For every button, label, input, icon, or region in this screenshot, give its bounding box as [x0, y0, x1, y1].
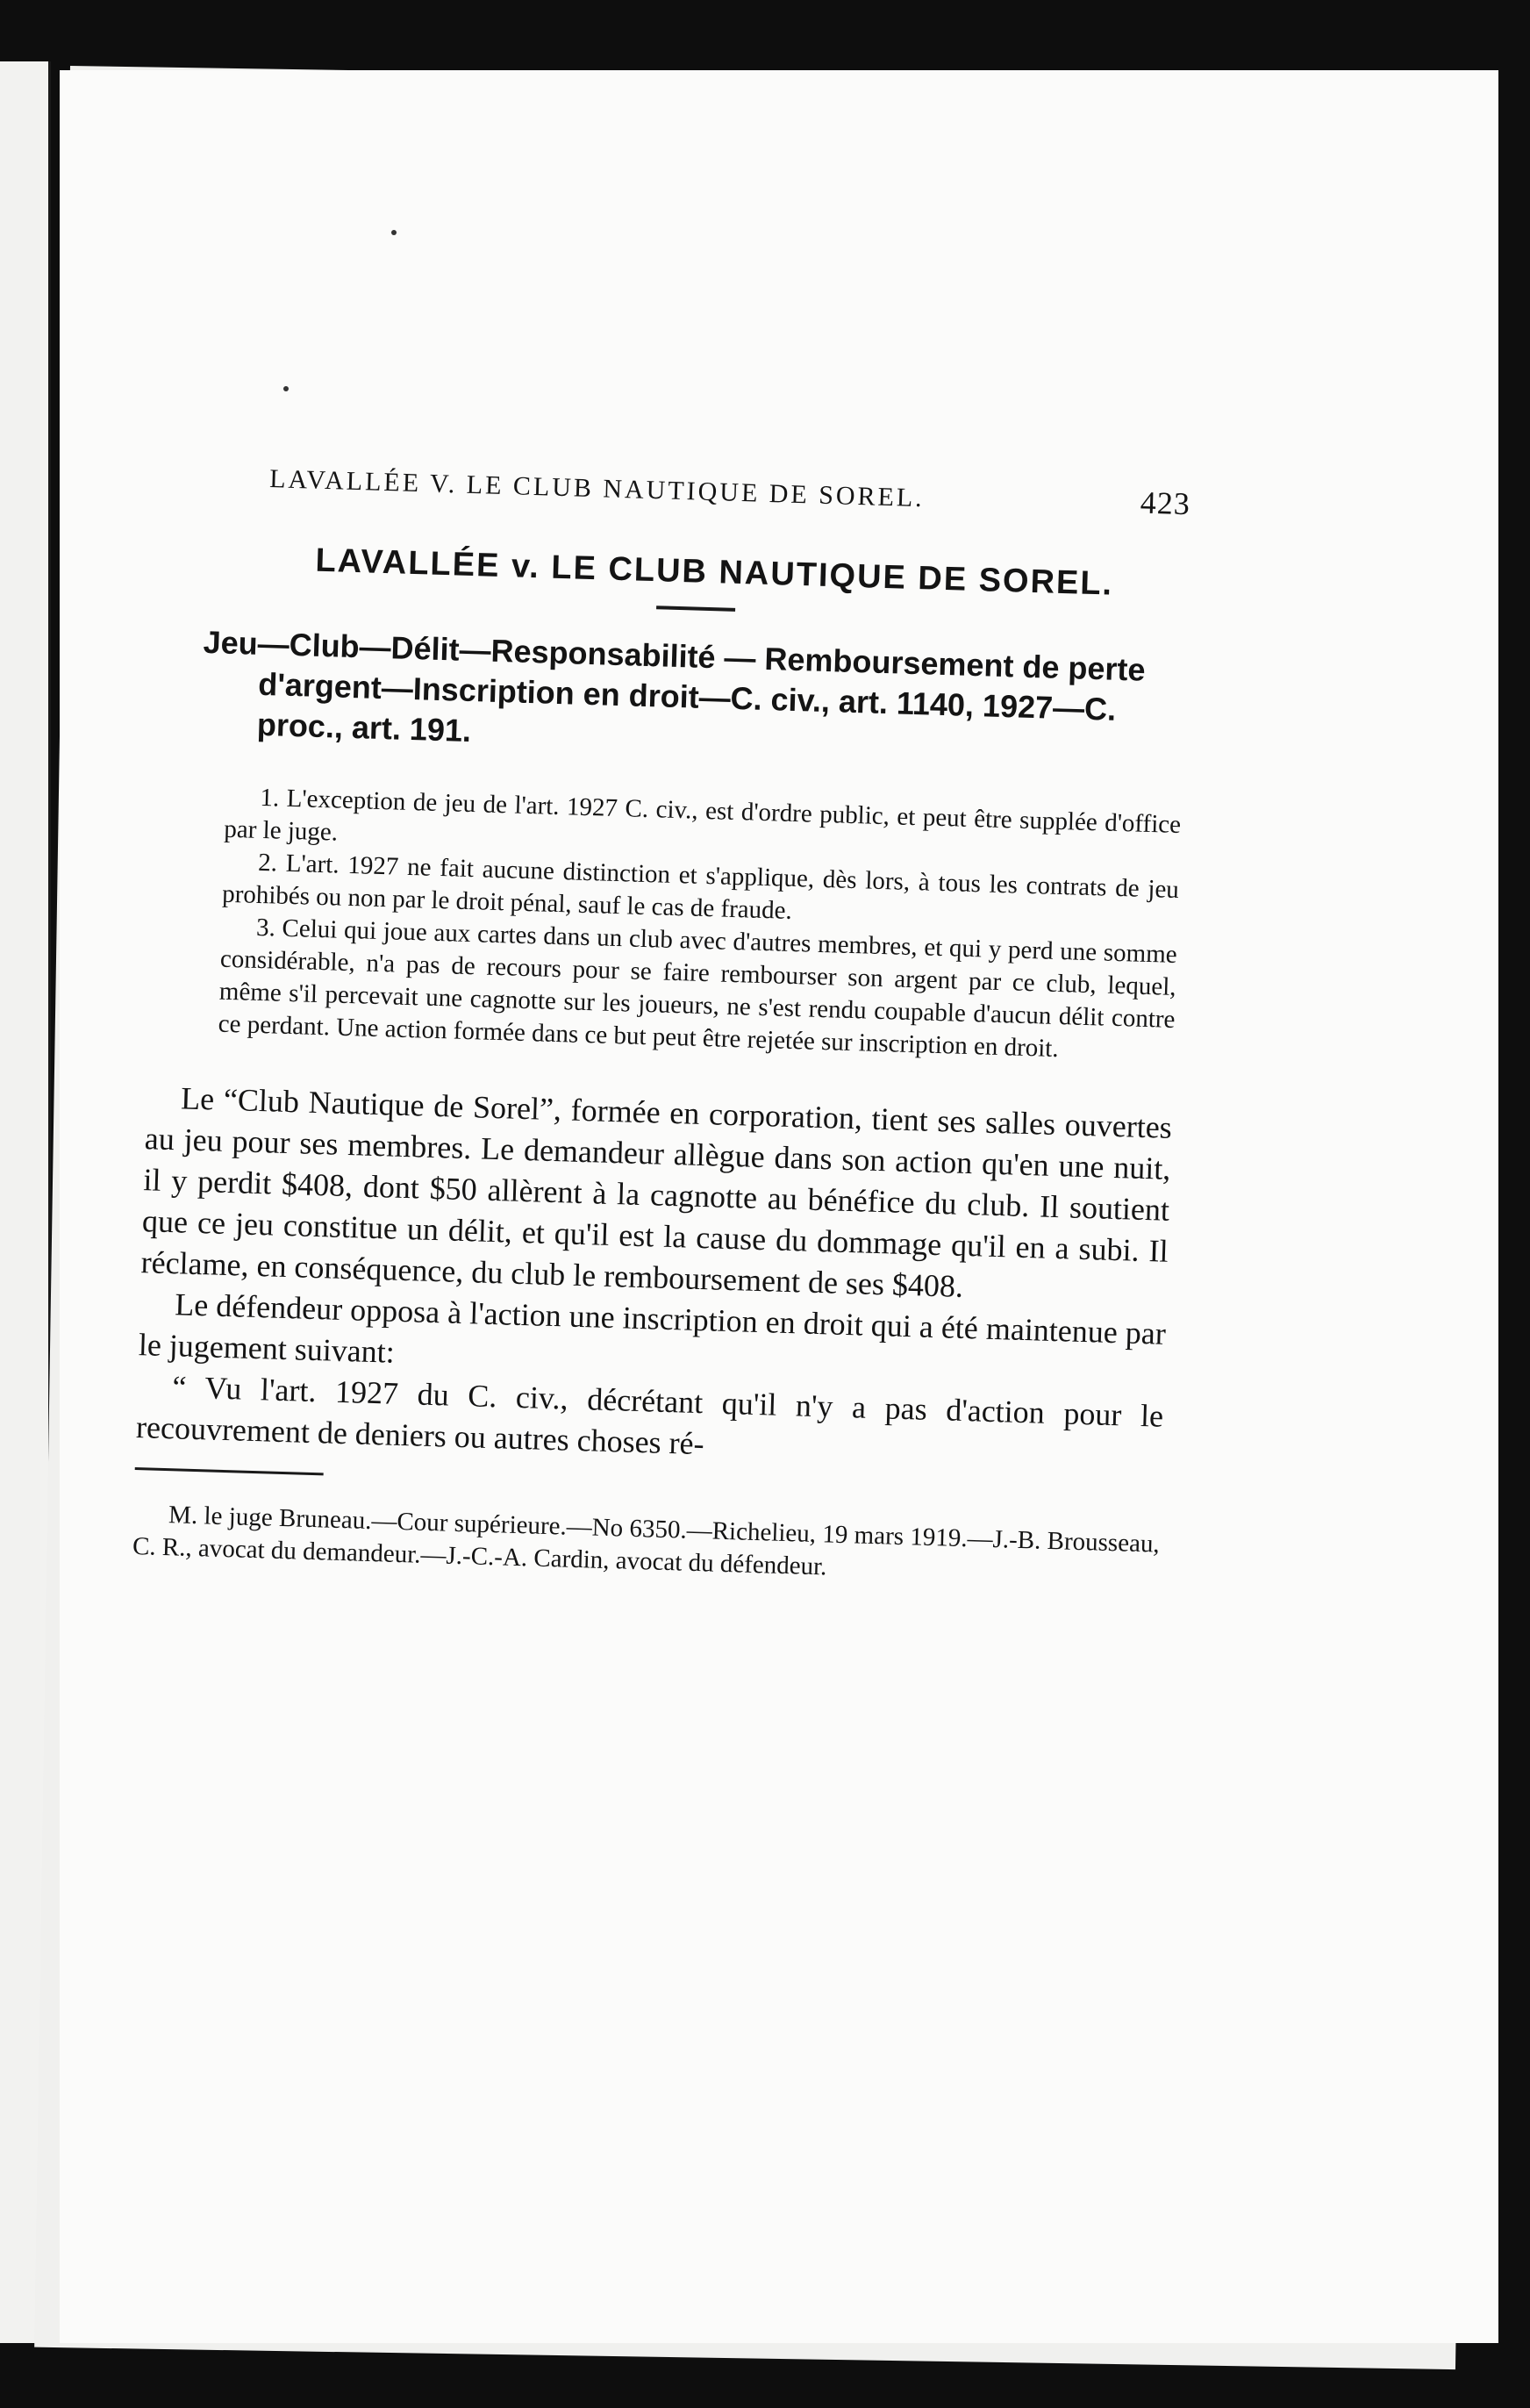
body-paragraph: Le “Club Nautique de Sorel”, formée en corporation, tient ses salles ouvertes au jeu pour ses membres. Le demandeur allègue dans son action qu'en une nuit, il y perdit $408, dont $50 allèrent à la cagnotte au bénéfice du club. Il soutient que ce jeu constitue un délit, et qu'il est la cause du dommage qu'il en a subi. Il réclame, en conséquence, du club le remboursement de ses $408. [140, 1080, 1173, 1304]
summary-point: 2. L'art. 1927 ne fait aucune distinction et s'applique, dès lors, à tous les contrats de jeu prohibés ou non par le droit pénal, sauf le cas de fraude. [221, 848, 1180, 925]
case-title: LAVALLÉE v. LE CLUB NAUTIQUE DE SOREL. [314, 541, 1114, 603]
summary-point: 1. L'exception de jeu de l'art. 1927 C. civ., est d'ordre public, et peut être supplée d'office par le juge. [223, 783, 1182, 847]
running-head-title: LAVALLÉE V. LE CLUB NAUTIQUE DE SOREL. [268, 464, 926, 513]
page-number: 423 [1140, 484, 1191, 522]
headnote: Jeu—Club—Délit—Responsabilité — Remboursement de perte d'argent—Inscription en droit—C. civ., art. 1140, 1927—C. proc., art. 191. [203, 623, 1147, 749]
summary-point: 3. Celui qui joue aux cartes dans un club avec d'autres membres, et qui y perd une somme considérable, n'a pas de recours pour se faire rembourser son argent par ce club, lequel, même s'il percevait une cagnotte sur les joueurs, ne s'est rendu coupable d'aucun délit contre ce perdant. Une action formée dans ce but peut être rejetée sur inscription en droit. [218, 913, 1178, 1064]
body-paragraph: “ Vu l'art. 1927 du C. civ., décrétant qu'il n'y a pas d'action pour le recouvrement de deniers ou autres choses ré- [135, 1369, 1164, 1462]
body-text [135, 1077, 1172, 1479]
speck-mark [283, 386, 289, 391]
page-content [132, 456, 1191, 1594]
footnote-rule [135, 1467, 324, 1475]
book-page [60, 70, 1498, 2343]
title-rule [656, 606, 735, 612]
footnote: M. le juge Bruneau.—Cour supérieure.—No 6350.—Richelieu, 19 mars 1919.—J.-B. Brousseau, C. R., avocat du demandeur.—J.-C.-A. Cardin, avocat du défendeur. [132, 1501, 1161, 1581]
speck-mark [391, 230, 397, 235]
running-head [208, 456, 1191, 522]
body-paragraph: Le défendeur opposa à l'action une inscription en droit qui a été maintenue par le jugement suivant: [138, 1286, 1167, 1370]
summary [218, 781, 1181, 1069]
